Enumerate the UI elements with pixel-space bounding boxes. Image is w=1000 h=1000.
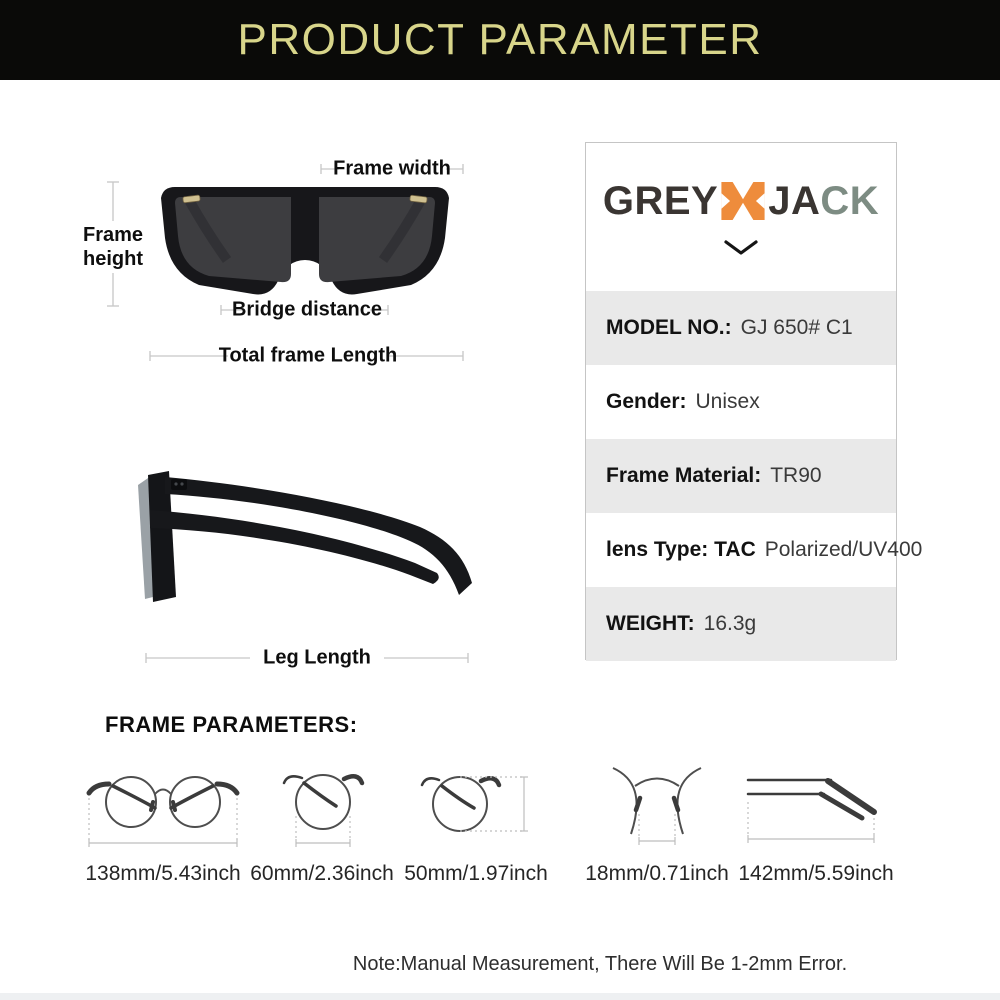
spec-row-gender — [586, 365, 896, 439]
frame-height-label: Frame height — [80, 221, 146, 273]
diagram-lens-width — [242, 756, 402, 858]
frame-width-label: Frame width — [333, 157, 451, 180]
brand-text-ja: JA — [768, 178, 821, 223]
spec-value: Unisex — [695, 390, 760, 413]
measurement-note: Note:Manual Measurement, There Will Be 1-2mm Error. — [352, 953, 848, 975]
total-frame-length-label: Total frame Length — [218, 344, 398, 367]
brand-logo — [586, 143, 896, 291]
sunglasses-front-image — [145, 180, 465, 310]
frame-parameters-heading: FRAME PARAMETERS: — [105, 712, 358, 737]
spec-card — [585, 142, 923, 660]
spec-value: Polarized/UV400 — [764, 538, 923, 561]
spec-value: TR90 — [770, 464, 822, 487]
bridge-distance-label: Bridge distance — [231, 298, 383, 321]
spec-value: GJ 650# C1 — [740, 316, 853, 339]
chevron-down-icon — [724, 240, 758, 256]
diagram-temple-length — [736, 756, 896, 858]
diagram-lens-height — [396, 756, 556, 858]
spec-row-frame-material — [586, 439, 896, 513]
bottom-edge-strip — [0, 993, 1000, 1000]
spec-label: Gender: — [606, 390, 687, 413]
leg-length-label: Leg Length — [263, 646, 371, 669]
measurement-total-width: 138mm/5.43inch — [85, 862, 241, 885]
spec-label: MODEL NO.: — [606, 316, 732, 339]
spec-row-model — [586, 291, 896, 365]
measurement-bridge-width: 18mm/0.71inch — [585, 862, 729, 885]
diagram-bridge-width — [577, 756, 737, 858]
page-title: PRODUCT PARAMETER — [237, 15, 763, 64]
spec-value: 16.3g — [703, 612, 757, 635]
brand-text-ck: CK — [820, 178, 880, 223]
brand-bowtie-icon — [721, 182, 765, 220]
diagram-total-width — [83, 756, 243, 858]
spec-row-lens-type — [586, 513, 923, 587]
spec-label: lens Type: TAC — [606, 538, 756, 561]
measurement-lens-width: 60mm/2.36inch — [250, 862, 394, 885]
measurement-lens-height: 50mm/1.97inch — [404, 862, 548, 885]
spec-label: Frame Material: — [606, 464, 762, 487]
banner — [0, 0, 1000, 80]
sunglasses-side-image — [115, 455, 475, 630]
measurement-temple-length: 142mm/5.59inch — [738, 862, 894, 885]
spec-row-weight — [586, 587, 896, 661]
brand-text-grey: GREY — [602, 178, 719, 223]
spec-label: WEIGHT: — [606, 612, 695, 635]
